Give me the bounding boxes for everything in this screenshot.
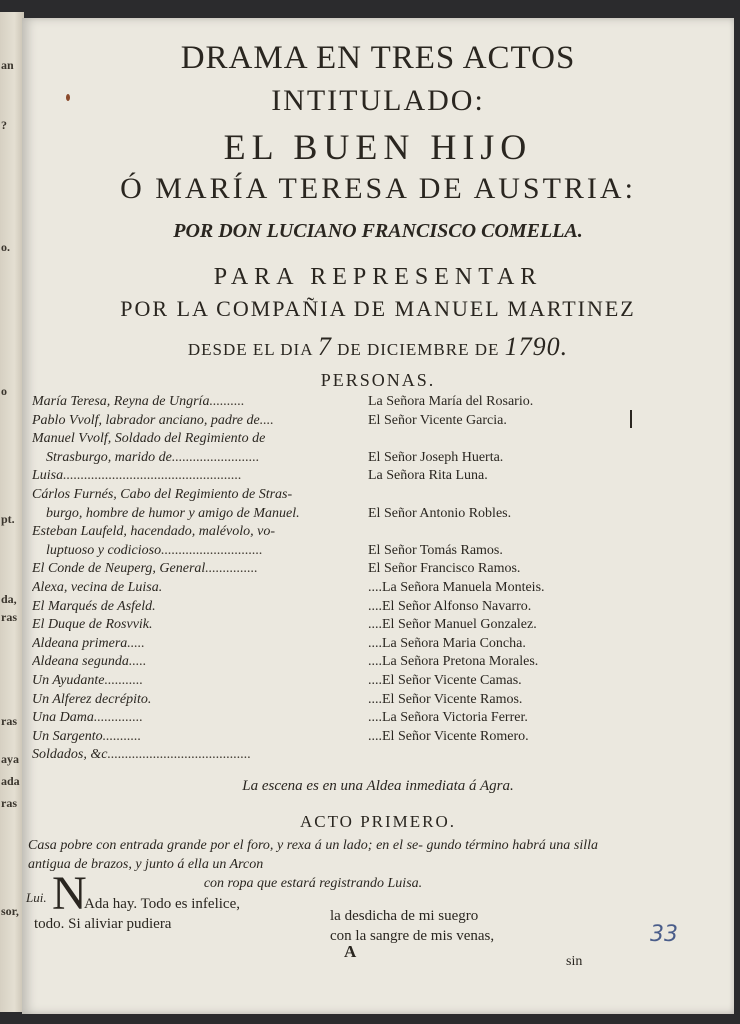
stage-direction bbox=[28, 836, 598, 893]
cast-row bbox=[32, 710, 652, 729]
role-name: Una Dama bbox=[32, 710, 94, 726]
performance-line: PARA REPRESENTAR bbox=[213, 264, 543, 290]
cast-row bbox=[32, 673, 652, 692]
margin-fragment: pt. bbox=[1, 512, 15, 526]
actor-name: El Señor Antonio Robles. bbox=[368, 505, 512, 521]
company-line: POR LA COMPAÑIA DE MANUEL MARTINEZ bbox=[120, 296, 636, 321]
role-name: Aldeana segunda bbox=[32, 654, 129, 670]
role-name: Alexa, vecina de Luisa. bbox=[32, 579, 163, 595]
leader-dots: ................................................... bbox=[63, 468, 242, 484]
stage-line-1: Casa pobre con entrada grande por el foro, y rexa á un lado; en el se- bbox=[28, 838, 423, 853]
margin-fragment: da, bbox=[1, 592, 17, 606]
play-subtitle: Ó MARÍA TERESA DE AUSTRIA: bbox=[120, 172, 636, 205]
actor-name: ....El Señor Manuel Gonzalez. bbox=[368, 617, 537, 633]
actor-name: El Señor Tomás Ramos. bbox=[368, 542, 503, 558]
actor-name: ....La Señora Manuela Monteis. bbox=[368, 579, 545, 595]
leader-dots: ........... bbox=[102, 728, 142, 744]
actor-name: El Señor Francisco Ramos. bbox=[368, 561, 521, 577]
leader-dots: .... bbox=[259, 412, 274, 428]
role-name: El Conde de Neuperg, General bbox=[32, 561, 206, 577]
cast-row bbox=[32, 561, 652, 580]
cast-row bbox=[32, 580, 652, 599]
cast-row bbox=[32, 431, 652, 450]
author-line: POR DON LUCIANO FRANCISCO COMELLA. bbox=[173, 220, 583, 242]
role-name: Luisa bbox=[32, 468, 64, 484]
verse-line-2: todo. Si aliviar pudiera bbox=[34, 916, 172, 932]
leader-dots: ......................................... bbox=[107, 747, 251, 763]
title-line-2: INTITULADO: bbox=[271, 84, 485, 117]
cast-row bbox=[32, 543, 652, 562]
book-page bbox=[22, 18, 734, 1014]
date-line bbox=[22, 332, 734, 362]
actor-name: ....La Señora Pretona Morales. bbox=[368, 654, 539, 670]
actor-name: ....La Señora Victoria Ferrer. bbox=[368, 710, 528, 726]
role-name: El Marqués de Asfeld. bbox=[32, 598, 156, 614]
cast-row bbox=[32, 636, 652, 655]
cast-row bbox=[32, 599, 652, 618]
cast-row bbox=[32, 729, 652, 748]
role-name: Strasburgo, marido de bbox=[32, 449, 172, 465]
actor-name: ....El Señor Vicente Ramos. bbox=[368, 691, 523, 707]
role-name: El Duque de Rosvvik. bbox=[32, 617, 153, 633]
verse-line-1: Ada hay. Todo es infelice, bbox=[84, 896, 240, 912]
handwritten-page-number: 33 bbox=[650, 922, 678, 947]
actor-name: La Señora Rita Luna. bbox=[368, 468, 488, 484]
role-name: Cárlos Furnés, Cabo del Regimiento de Stras- bbox=[32, 486, 293, 502]
actor-name: La Señora María del Rosario. bbox=[368, 394, 534, 409]
cast-row bbox=[32, 506, 652, 525]
margin-fragment: sor, bbox=[1, 904, 19, 918]
cast-row bbox=[32, 747, 652, 766]
margin-fragment: o. bbox=[1, 240, 10, 254]
cast-row bbox=[32, 654, 652, 673]
role-name: Un Alferez decrépito. bbox=[32, 691, 152, 707]
margin-fragment: ? bbox=[1, 118, 7, 132]
speaker-label: Lui. bbox=[26, 890, 47, 905]
personas-heading: PERSONAS. bbox=[320, 370, 436, 390]
margin-fragment: o bbox=[1, 384, 7, 398]
actor-name: ....La Señora Maria Concha. bbox=[368, 635, 526, 651]
leader-dots: ..... bbox=[128, 654, 147, 670]
cast-row bbox=[32, 487, 652, 506]
cast-row bbox=[32, 450, 652, 469]
actor-name: ....El Señor Vicente Camas. bbox=[368, 672, 522, 688]
cast-row bbox=[32, 468, 652, 487]
verse-line-4: con la sangre de mis venas, bbox=[330, 928, 495, 944]
actor-name: ....El Señor Alfonso Navarro. bbox=[368, 598, 532, 614]
margin-fragment: ras bbox=[1, 610, 17, 624]
leader-dots: ............... bbox=[205, 561, 258, 577]
page-content bbox=[22, 18, 734, 1014]
facing-page-edge bbox=[0, 12, 24, 1012]
drop-cap: N bbox=[52, 867, 87, 920]
cast-list bbox=[32, 394, 652, 766]
role-name: Un Sargento bbox=[32, 728, 103, 744]
margin-fragment: aya bbox=[1, 752, 19, 766]
play-title: EL BUEN HIJO bbox=[223, 127, 533, 167]
role-name: Aldeana primera bbox=[32, 635, 128, 651]
role-name: Manuel Vvolf, Soldado del Regimiento de bbox=[32, 431, 266, 447]
leader-dots: .............. bbox=[93, 710, 143, 726]
role-name: luptuoso y codicioso bbox=[32, 542, 162, 558]
cast-row bbox=[32, 617, 652, 636]
catchword: sin bbox=[566, 954, 583, 969]
margin-fragment: an bbox=[1, 58, 14, 72]
role-name: Soldados, &c bbox=[32, 747, 108, 763]
scene-note: La escena es en una Aldea inmediata á Agra. bbox=[242, 778, 514, 794]
stage-line-2: gundo término habrá una silla antigua de brazos, y junto á ella un Arcon bbox=[28, 838, 598, 872]
margin-fragment: ras bbox=[1, 796, 17, 810]
stage-line-3: con ropa que estará registrando Luisa. bbox=[203, 876, 423, 891]
leader-dots: ........... bbox=[104, 672, 143, 688]
role-name: Esteban Laufeld, hacendado, malévolo, vo- bbox=[32, 524, 276, 540]
margin-fragment: ada bbox=[1, 774, 20, 788]
leader-dots: .......... bbox=[209, 394, 245, 409]
title-line-1: DRAMA EN TRES ACTOS bbox=[180, 40, 576, 76]
role-name: Un Ayudante bbox=[32, 672, 105, 688]
cast-row bbox=[32, 394, 652, 413]
leader-dots: ......................... bbox=[171, 449, 260, 465]
cast-row bbox=[32, 524, 652, 543]
actor-name: El Señor Joseph Huerta. bbox=[368, 449, 504, 465]
actor-name: El Señor Vicente Garcia. bbox=[368, 412, 507, 428]
signature-mark: A bbox=[344, 942, 357, 961]
date-middle: DE DICIEMBRE DE bbox=[331, 340, 505, 359]
role-name: burgo, hombre de humor y amigo de Manuel. bbox=[32, 505, 300, 521]
margin-fragment: ras bbox=[1, 714, 17, 728]
actor-name: ....El Señor Vicente Romero. bbox=[368, 728, 529, 744]
role-name: Pablo Vvolf, labrador anciano, padre de bbox=[32, 412, 260, 428]
verse-line-3: la desdicha de mi suegro bbox=[330, 908, 479, 924]
date-year: 1790. bbox=[504, 332, 569, 361]
leader-dots: ..... bbox=[127, 635, 145, 651]
act-heading: ACTO PRIMERO. bbox=[299, 812, 457, 831]
leader-dots: ............................. bbox=[161, 542, 263, 558]
role-name: María Teresa, Reyna de Ungría bbox=[32, 394, 210, 409]
cast-row bbox=[32, 692, 652, 711]
cast-row bbox=[32, 413, 652, 432]
date-prefix: DESDE EL DIA bbox=[187, 340, 318, 359]
date-day: 7 bbox=[317, 332, 332, 361]
